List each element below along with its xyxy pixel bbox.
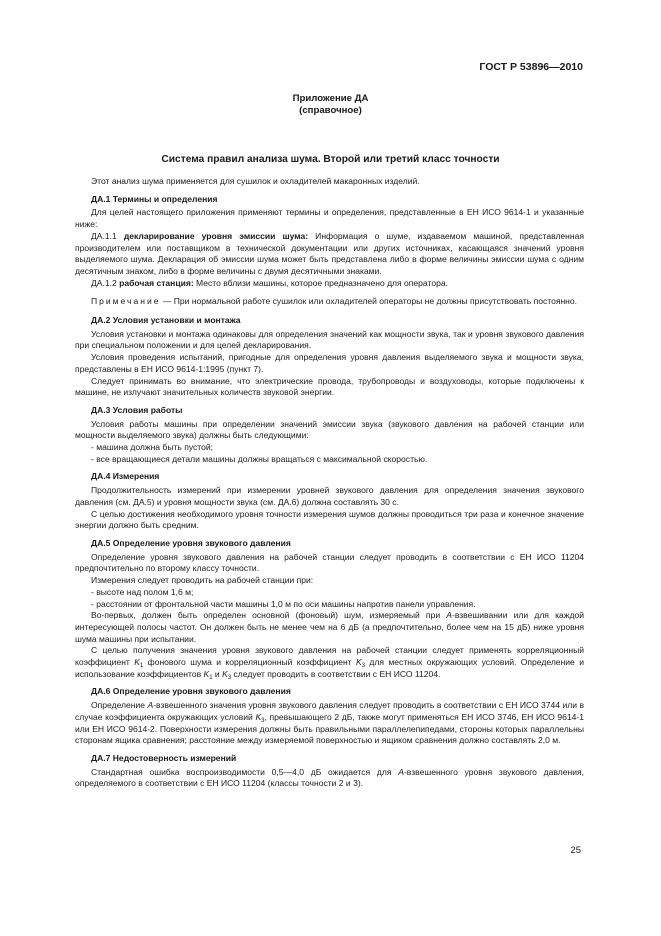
text-run: -взвешенного уровня звукового давления, определяемого в соответствии с ЕН ИСО 11204 (классы точности 2 и 3). <box>75 766 584 789</box>
subscript: 3 <box>227 674 232 681</box>
section-5-paragraph-3 <box>75 610 584 645</box>
text-run: -взвешенного значения уровня звукового давления следует проводить в соответствии с ЕН ИСО 3744 или в случае коэффициента окружающих условий <box>75 700 584 722</box>
annex-subtitle: (справочное) <box>299 105 362 116</box>
text-run: Определение <box>91 700 148 711</box>
definition-2 <box>75 278 584 290</box>
note-text: — При нормальной работе сушилок или охладителей операторы не должны присутствовать постоянно. <box>160 296 578 307</box>
subscript: 3 <box>261 717 265 724</box>
section-5-paragraph-2: Измерения следует проводить на рабочей станции при: <box>91 575 314 586</box>
text-run: -взвешивании или для каждой интересующей полосы частот. Он должен быть не менее чем на 6 дБ (а предпочтительно, более чем на 15 дБ) ниже уровня шума машины при испытании. <box>75 610 585 644</box>
section-5-list-item-1: - высоте над полом 1,6 м; <box>91 586 194 597</box>
section-4-heading: ДА.4 Измерения <box>91 471 160 482</box>
definition-1-term: декларирование уровня эмиссии шума: <box>123 230 309 241</box>
section-1-paragraph: Для целей настоящего приложения применяют термины и определения, представленные в ЕН ИСО 9614-1 и указанные ниже: <box>75 207 584 230</box>
text-run: и <box>212 668 223 679</box>
coefficient-k: K <box>203 668 210 679</box>
annex-heading <box>0 93 661 117</box>
subscript: 1 <box>209 674 213 681</box>
document-title: Система правил анализа шума. Второй или третий класс точности <box>161 154 500 165</box>
coefficient-k: K <box>222 668 228 679</box>
intro-paragraph: Этот анализ шума применяется для сушилок и охладителей макаронных изделий. <box>91 176 420 186</box>
coefficient-k: K <box>255 711 262 722</box>
text-run: следует проводить в соответствии с ЕН ИСО 11204. <box>231 668 441 679</box>
annex-title: Приложение ДА <box>292 93 369 104</box>
section-5-paragraph-4 <box>75 645 584 680</box>
section-7-paragraph <box>75 767 584 790</box>
section-4-paragraph-1: Продолжительность измерений при измерении уровней звукового давления для определения значения звукового давления (см. ДА.5) и уровня мощности звука (см. ДА.6) должна составлять 30 с. <box>75 485 584 507</box>
section-6-paragraph <box>75 700 584 747</box>
page-number: 25 <box>570 845 581 856</box>
coefficient-k: K <box>134 657 140 668</box>
text-run: С целью получения значения уровня звукового давления на рабочей станции следует применять корреляционный коэффициент <box>75 645 584 668</box>
definition-2-term: рабочая станция: <box>119 277 194 288</box>
section-2-paragraph-3: Следует принимать во внимание, что электрические провода, трубопроводы и воздуховоды, которые подключены к машине, не излучают значительных количеств звуковой энергии. <box>75 375 584 398</box>
italic-a: А <box>446 610 452 621</box>
section-3-heading: ДА.3 Условия работы <box>91 404 183 415</box>
note <box>75 296 584 308</box>
definition-1-text: Информация о шуме, издаваемом машиной, представленная производителем или поставщиком в технической документации или других источниках, касающаяся значений уровня выделяемого шума. Декларация об эмиссии шума может быть представлена либо в форме величины эмиссии шума с одним десятичным знаком, либо в форме величины с двумя десятичными знаками. <box>75 230 585 276</box>
definition-2-text: Место вблизи машины, которое предназначено для оператора. <box>193 277 448 288</box>
section-6-heading: ДА.6 Определение уровня звукового давления <box>91 686 291 697</box>
section-3-list-item-1: - машина должна быть пустой; <box>91 442 214 453</box>
definition-1 <box>75 231 584 278</box>
section-2-paragraph-1: Условия установки и монтажа одинаковы для определения значений как мощности звука, так и уровня звукового давления при специальном положении и для целей декларирования. <box>75 328 584 351</box>
section-7-heading: ДА.7 Недостоверность измерений <box>91 752 237 763</box>
section-5-list-item-2: - расстоянии от фронтальной части машины 1,0 м по оси машины напротив панели управления. <box>91 598 476 609</box>
section-3-paragraph: Условия работы машины при определении значений эмиссии звука (звукового давления на рабочей станции или мощности выделяемого звука) должны быть следующими: <box>75 418 584 441</box>
text-run: Стандартная ошибка воспроизводимости 0,5—4,0 дБ ожидается для <box>91 766 399 777</box>
standard-number: ГОСТ Р 53896—2010 <box>479 61 583 73</box>
coefficient-k: K <box>356 657 362 668</box>
italic-a: А <box>398 766 404 777</box>
section-2-paragraph-2: Условия проведения испытаний, пригодные для определения уровня давления выделяемого звука и мощности звука, представлены в ЕН ИСО 9614-1:1995 (пункт 7). <box>75 352 584 374</box>
definition-1-number: ДА.1.1 <box>91 230 124 241</box>
text-run: фонового шума и корреляционный коэффициент <box>143 657 356 668</box>
section-5-heading: ДА.5 Определение уровня звукового давления <box>91 537 291 548</box>
note-label: Примечание <box>91 296 161 307</box>
section-5-paragraph-1: Определение уровня звукового давления на рабочей станции следует проводить в соответствии с ЕН ИСО 11204 предпочтительно по второму классу точности. <box>75 551 584 574</box>
subscript: 1 <box>139 663 144 670</box>
italic-a: А <box>147 700 154 711</box>
text-run: , превышающего 2 дБ, также могут применяться ЕН ИСО 3746, ЕН ИСО 9614-1 или ЕН ИСО 9614-2. Поверхности измерения должны быть правильными параллелепипедами, стороны которых параллельны сторонам ящика сравнения; расстояние между измеряемой поверхностью и ящиком сравнения должно составлять 2,0 м. <box>75 711 584 746</box>
section-1-heading: ДА.1 Термины и определения <box>91 193 218 204</box>
text-run: Во-первых, должен быть определен основной (фоновый) шум, измеряемый при <box>91 610 447 621</box>
text-run: для местных окружающих условий. Определение и использование коэффициентов <box>75 657 584 679</box>
subscript: 3 <box>361 663 366 670</box>
section-2-heading: ДА.2 Условия установки и монтажа <box>91 315 241 326</box>
document-body <box>75 176 584 790</box>
definition-2-number: ДА.1.2 <box>91 277 120 288</box>
section-3-list-item-2: - все вращающиеся детали машины должны вращаться с максимальной скоростью. <box>91 453 428 464</box>
section-4-paragraph-2: С целью достижения необходимого уровня точности измерения шумов должны проводиться три раза и конечное значение энергии должно быть средним. <box>75 508 584 531</box>
